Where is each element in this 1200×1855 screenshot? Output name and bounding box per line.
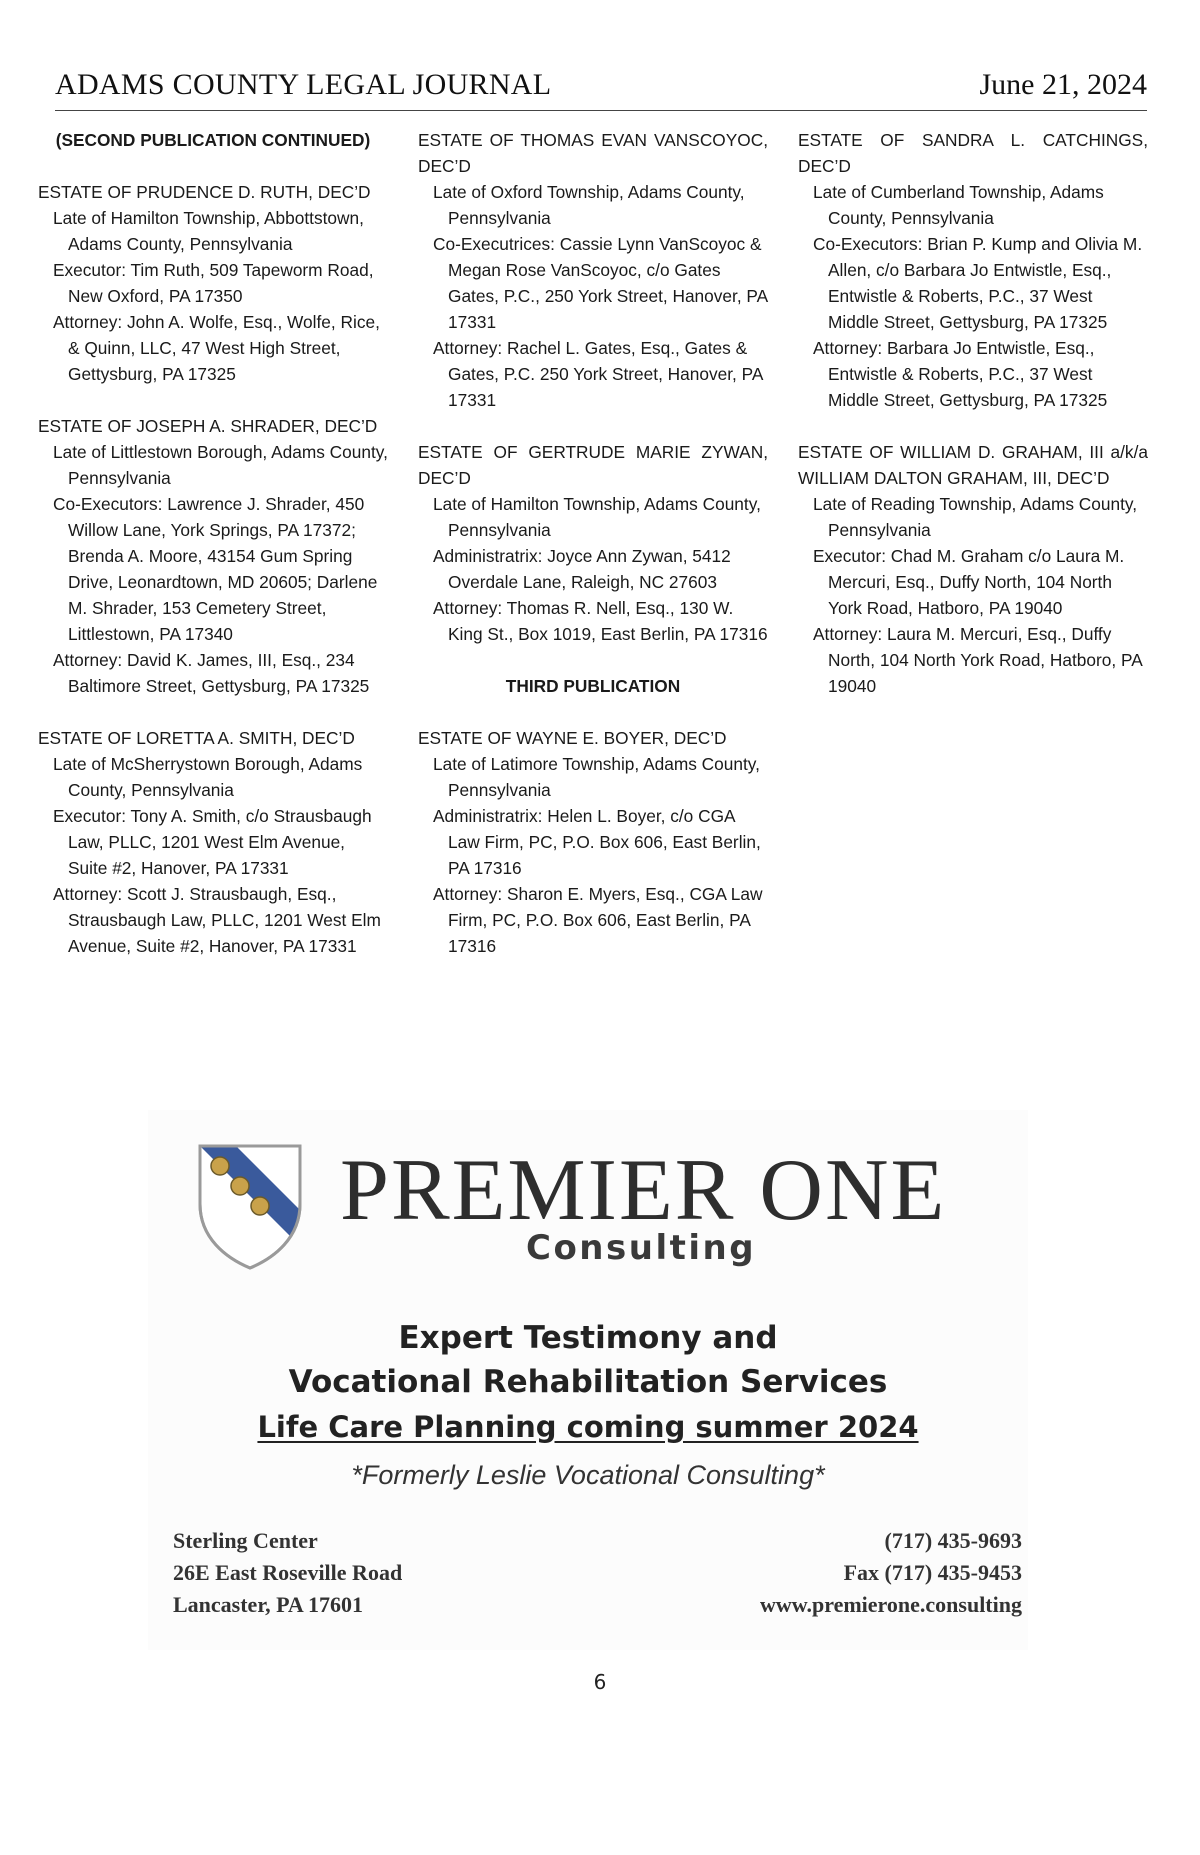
ad-contact bbox=[760, 1525, 1022, 1621]
estate-residence: Late of Oxford Township, Adams County, Pennsylvania bbox=[433, 182, 745, 228]
ad-headline-1: Expert Testimony and bbox=[398, 1320, 778, 1356]
estate-notice bbox=[38, 725, 388, 959]
brand-name: PREMIER ONE bbox=[340, 1142, 947, 1239]
section-heading: (SECOND PUBLICATION CONTINUED) bbox=[55, 130, 371, 150]
phone-number: (717) 435-9693 bbox=[884, 1528, 1022, 1553]
ad-formerly-note: *Formerly Leslie Vocational Consulting* bbox=[351, 1460, 825, 1490]
brand-subtitle: Consulting bbox=[526, 1228, 757, 1268]
estate-executor: Executor: Tim Ruth, 509 Tapeworm Road, New Oxford, PA 17350 bbox=[53, 260, 374, 306]
estate-executor: Co-Executors: Lawrence J. Shrader, 450 Willow Lane, York Springs, PA 17372; Brenda A. Moore, 43154 Gum Spring Drive, Leonardtown, MD 20605; Darlene M. Shrader, 153 Cemetery Street, Littlestown, PA 17340 bbox=[53, 494, 378, 644]
estate-attorney: Attorney: Rachel L. Gates, Esq., Gates & Gates, P.C. 250 York Street, Hanover, PA 17331 bbox=[433, 338, 763, 410]
estate-notice bbox=[418, 127, 768, 413]
website-link[interactable]: www.premierone.consulting bbox=[760, 1592, 1022, 1617]
estate-residence: Late of Littlestown Borough, Adams County, Pennsylvania bbox=[53, 442, 388, 488]
section-heading: THIRD PUBLICATION bbox=[505, 676, 681, 696]
address-line: 26E East Roseville Road bbox=[173, 1560, 403, 1585]
estate-residence: Late of Reading Township, Adams County, Pennsylvania bbox=[813, 494, 1138, 540]
estate-residence: Late of Latimore Township, Adams County, Pennsylvania bbox=[433, 754, 760, 800]
column-1 bbox=[38, 127, 388, 985]
estate-notice bbox=[418, 439, 768, 647]
estate-executor: Executor: Tony A. Smith, c/o Strausbaugh Law, PLLC, 1201 West Elm Avenue, Suite #2, Hanover, PA 17331 bbox=[53, 806, 372, 878]
estate-attorney: Attorney: Sharon E. Myers, Esq., CGA Law Firm, PC, P.O. Box 606, East Berlin, PA 17316 bbox=[433, 884, 763, 956]
estate-notice bbox=[798, 439, 1148, 699]
column-2 bbox=[418, 127, 768, 985]
estate-notice bbox=[38, 179, 388, 387]
estate-residence: Late of Hamilton Township, Adams County, Pennsylvania bbox=[433, 494, 761, 540]
estate-attorney: Attorney: Laura M. Mercuri, Esq., Duffy North, 104 North York Road, Hatboro, PA 19040 bbox=[813, 624, 1142, 696]
estate-executor: Co-Executrices: Cassie Lynn VanScoyoc & Megan Rose VanScoyoc, c/o Gates Gates, P.C., 250 York Street, Hanover, PA 17331 bbox=[433, 234, 768, 332]
estate-attorney: Attorney: Scott J. Strausbaugh, Esq., Strausbaugh Law, PLLC, 1201 West Elm Avenue, Suite #2, Hanover, PA 17331 bbox=[53, 884, 381, 956]
page-header bbox=[55, 60, 1147, 111]
estate-attorney: Attorney: David K. James, III, Esq., 234 Baltimore Street, Gettysburg, PA 17325 bbox=[53, 650, 370, 696]
estate-residence: Late of McSherrystown Borough, Adams County, Pennsylvania bbox=[53, 754, 363, 800]
ad-announcement: Life Care Planning coming summer 2024 bbox=[257, 1410, 919, 1444]
journal-title: ADAMS COUNTY LEGAL JOURNAL bbox=[55, 68, 552, 101]
ad-address bbox=[173, 1525, 402, 1621]
estate-name: ESTATE OF LORETTA A. SMITH, DEC’D bbox=[38, 728, 355, 748]
estate-residence: Late of Hamilton Township, Abbottstown, Adams County, Pennsylvania bbox=[53, 208, 364, 254]
page-number: 6 bbox=[593, 1670, 607, 1694]
estate-attorney: Attorney: John A. Wolfe, Esq., Wolfe, Rice, & Quinn, LLC, 47 West High Street, Gettysburg, PA 17325 bbox=[53, 312, 380, 384]
estate-name: ESTATE OF SANDRA L. CATCHINGS, DEC’D bbox=[798, 130, 1148, 176]
estate-attorney: Attorney: Barbara Jo Entwistle, Esq., Entwistle & Roberts, P.C., 37 West Middle Street, Gettysburg, PA 17325 bbox=[813, 338, 1108, 410]
ad-headline-2: Vocational Rehabilitation Services bbox=[288, 1364, 888, 1400]
estate-name: ESTATE OF GERTRUDE MARIE ZYWAN, DEC’D bbox=[418, 442, 768, 488]
estate-name: ESTATE OF JOSEPH A. SHRADER, DEC’D bbox=[38, 416, 378, 436]
estate-attorney: Attorney: Thomas R. Nell, Esq., 130 W. King St., Box 1019, East Berlin, PA 17316 bbox=[433, 598, 768, 644]
estate-name: ESTATE OF WILLIAM D. GRAHAM, III a/k/a WILLIAM DALTON GRAHAM, III, DEC’D bbox=[798, 442, 1148, 488]
estate-notice bbox=[418, 725, 768, 959]
estate-name: ESTATE OF WAYNE E. BOYER, DEC’D bbox=[418, 728, 727, 748]
shield-logo-icon bbox=[196, 1142, 304, 1272]
address-line: Sterling Center bbox=[173, 1528, 318, 1553]
fax-number: Fax (717) 435-9453 bbox=[843, 1560, 1022, 1585]
issue-date: June 21, 2024 bbox=[979, 68, 1147, 101]
estate-executor: Administratrix: Helen L. Boyer, c/o CGA Law Firm, PC, P.O. Box 606, East Berlin, PA 17316 bbox=[433, 806, 761, 878]
estate-executor: Administratrix: Joyce Ann Zywan, 5412 Overdale Lane, Raleigh, NC 27603 bbox=[433, 546, 731, 592]
estate-notice bbox=[38, 413, 388, 699]
estate-residence: Late of Cumberland Township, Adams County, Pennsylvania bbox=[813, 182, 1104, 228]
estate-executor: Co-Executors: Brian P. Kump and Olivia M. Allen, c/o Barbara Jo Entwistle, Esq., Entwistle & Roberts, P.C., 37 West Middle Street, Gettysburg, PA 17325 bbox=[813, 234, 1143, 332]
estate-executor: Executor: Chad M. Graham c/o Laura M. Mercuri, Esq., Duffy North, 104 North York Road, Hatboro, PA 19040 bbox=[813, 546, 1125, 618]
premier-one-advertisement bbox=[148, 1110, 1028, 1650]
address-line: Lancaster, PA 17601 bbox=[173, 1592, 364, 1617]
estate-notice bbox=[798, 127, 1148, 413]
estate-name: ESTATE OF PRUDENCE D. RUTH, DEC’D bbox=[38, 182, 371, 202]
estate-name: ESTATE OF THOMAS EVAN VANSCOYOC, DEC’D bbox=[418, 130, 768, 176]
column-3 bbox=[798, 127, 1148, 725]
